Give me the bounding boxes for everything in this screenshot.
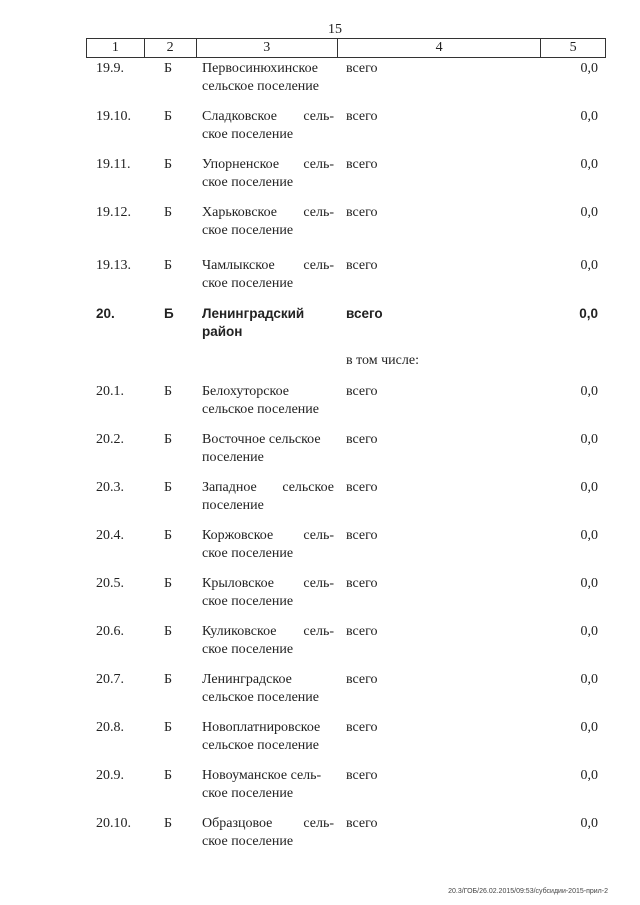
row-name-line-2: ское поселение [202,594,294,609]
row-name-line-2: ское поселение [202,223,294,238]
row-type: всего [346,384,378,399]
row-value: 0,0 [580,61,598,76]
row-number: 20.5. [96,576,124,591]
row-name-line-1: Белохуторское [202,384,289,399]
row-name-line-2: ское поселение [202,786,294,801]
row-name-line-1: Ленинградское [202,672,292,687]
row-number: 20.4. [96,528,124,543]
row-type: всего [346,528,378,543]
row-name-line-1: Коржовское сель- [202,528,334,543]
row-value: 0,0 [580,157,598,172]
row-value: 0,0 [580,768,598,783]
row-name [202,479,334,515]
row-number: 19.13. [96,258,131,273]
row-number: 20.8. [96,720,124,735]
row-name-line-2: сельское поселение [202,79,319,94]
row-value: 0,0 [580,624,598,639]
row-type: всего [346,480,378,495]
row-category: Б [164,157,173,172]
row-name-line-1: Новоуманское сель- [202,768,322,783]
header-col-1: 1 [87,39,145,57]
row-name-line-1: Харьковское сель- [202,205,334,220]
row-value: 0,0 [580,720,598,735]
row-type: всего [346,306,383,321]
row-value: 0,0 [580,384,598,399]
row-name-line-2: ское поселение [202,642,294,657]
footer-code: 20.3/ГОБ/26.02.2015/09:53/субсидии-2015-прил-2 [448,888,608,895]
row-name [202,257,334,293]
row-value: 0,0 [579,306,598,321]
row-category: Б [164,672,173,687]
row-name-line-2: сельское поселение [202,738,319,753]
row-name-line-1: Крыловское сель- [202,576,334,591]
row-name [202,623,334,659]
row-number: 20.9. [96,768,124,783]
row-name-line-1: Образцовое сель- [202,816,334,831]
header-col-2: 2 [145,39,197,57]
row-category: Б [164,258,173,273]
row-name-line-2: поселение [202,498,264,513]
row-name [202,156,334,192]
row-value: 0,0 [580,205,598,220]
row-category: Б [164,528,173,543]
row-value: 0,0 [580,109,598,124]
row-name [202,527,334,563]
subtotal-note: в том числе: [346,353,419,368]
row-name-line-1: Чамлыкское сель- [202,258,334,273]
row-name-line-2: поселение [202,450,264,465]
row-value: 0,0 [580,258,598,273]
row-category: Б [164,480,173,495]
row-name-line-1: Новоплатнировское [202,720,321,735]
table-header [86,38,606,58]
row-name [202,815,334,851]
row-name-line-1: Первосинюхинское [202,61,318,76]
row-number: 20.3. [96,480,124,495]
row-type: всего [346,768,378,783]
row-name [202,204,334,240]
row-name-line-1: Восточное сельское [202,432,321,447]
row-number: 20. [96,306,115,321]
row-name [202,671,334,707]
header-col-5: 5 [569,40,577,55]
row-number: 19.10. [96,109,131,124]
row-category: Б [164,816,173,831]
row-name-line-1: Сладковское сель- [202,109,334,124]
row-name-line-2: ское поселение [202,175,294,190]
row-value: 0,0 [580,816,598,831]
header-col-4: 4 [338,39,541,57]
row-value: 0,0 [580,576,598,591]
row-type: всего [346,61,378,76]
row-category: Б [164,720,173,735]
row-type: всего [346,624,378,639]
row-name [202,767,334,803]
row-number: 19.12. [96,205,131,220]
row-category: Б [164,432,173,447]
row-name-line-2: ское поселение [202,276,294,291]
row-name-line-2: район [202,324,243,339]
row-name [202,383,334,419]
row-category: Б [164,109,173,124]
row-type: всего [346,576,378,591]
row-name-line-2: ское поселение [202,834,294,849]
row-name [202,431,334,467]
row-number: 20.7. [96,672,124,687]
row-category: Б [164,384,173,399]
row-value: 0,0 [580,480,598,495]
row-name-line-2: ское поселение [202,127,294,142]
row-category: Б [164,576,173,591]
row-category: Б [164,205,173,220]
row-number: 19.9. [96,61,124,76]
page-number: 15 [328,22,342,37]
row-name [202,575,334,611]
row-name-line-2: ское поселение [202,546,294,561]
row-type: всего [346,258,378,273]
row-type: всего [346,720,378,735]
row-name-line-1: Западное сельское [202,480,334,495]
row-name [202,60,334,96]
row-value: 0,0 [580,432,598,447]
row-name-line-1: Куликовское сель- [202,624,334,639]
row-name [202,108,334,144]
row-name-line-2: сельское поселение [202,402,319,417]
row-value: 0,0 [580,672,598,687]
row-type: всего [346,109,378,124]
row-name-line-1: Ленинградский [202,306,305,321]
row-category: Б [164,61,173,76]
row-type: всего [346,205,378,220]
header-col-3: 3 [197,39,338,57]
row-name-line-1: Упорненское сель- [202,157,334,172]
row-value: 0,0 [580,528,598,543]
row-number: 19.11. [96,157,131,172]
row-name [202,305,334,341]
row-type: всего [346,672,378,687]
row-category: Б [164,624,173,639]
row-number: 20.6. [96,624,124,639]
row-name [202,719,334,755]
row-name-line-2: сельское поселение [202,690,319,705]
row-type: всего [346,816,378,831]
row-number: 20.2. [96,432,124,447]
row-type: всего [346,432,378,447]
row-category: Б [164,306,174,321]
row-type: всего [346,157,378,172]
row-number: 20.10. [96,816,131,831]
row-number: 20.1. [96,384,124,399]
row-category: Б [164,768,173,783]
